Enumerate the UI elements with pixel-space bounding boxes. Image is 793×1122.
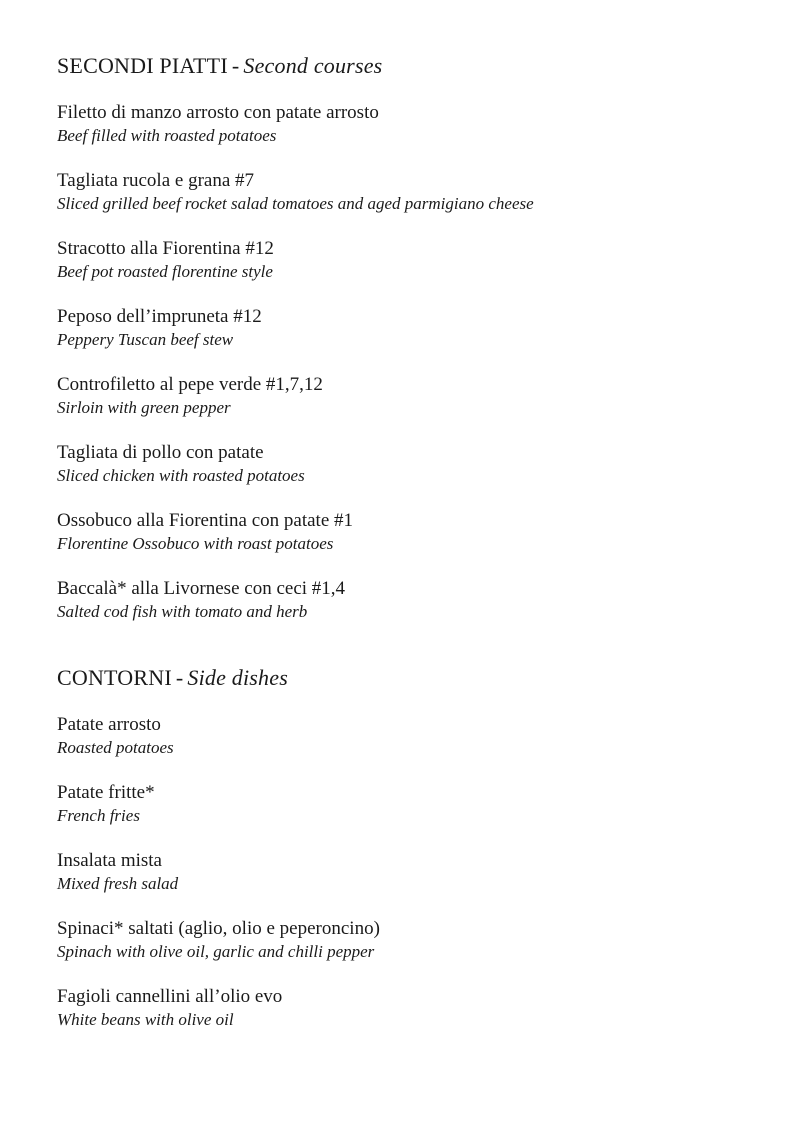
menu-item <box>57 985 282 1031</box>
dish-name-italian: Spinaci* saltati (aglio, olio e peperoncino) <box>57 918 380 939</box>
menu-item <box>57 849 178 895</box>
menu-item <box>57 509 353 555</box>
menu-item <box>57 373 323 419</box>
section-title-italian: SECONDI PIATTI <box>57 53 228 78</box>
section-title-separator: - <box>175 665 184 690</box>
section-title-secondi <box>57 53 382 79</box>
dish-name-italian: Tagliata di pollo con patate <box>57 442 264 463</box>
dish-name-english: French fries <box>57 806 140 825</box>
dish-name-italian: Peposo dell’impruneta #12 <box>57 306 262 327</box>
dish-name-english: Spinach with olive oil, garlic and chilli pepper <box>57 942 375 961</box>
menu-item <box>57 917 380 963</box>
dish-name-italian: Controfiletto al pepe verde #1,7,12 <box>57 374 323 395</box>
dish-name-english: Salted cod fish with tomato and herb <box>57 602 308 621</box>
dish-name-italian: Patate arrosto <box>57 714 161 735</box>
section-title-english: Second courses <box>243 53 383 78</box>
dish-name-italian: Insalata mista <box>57 850 162 871</box>
section-title-contorni <box>57 665 288 691</box>
menu-item <box>57 237 274 283</box>
menu-item <box>57 713 174 759</box>
dish-name-english: Beef pot roasted florentine style <box>57 262 273 281</box>
dish-name-english: White beans with olive oil <box>57 1010 234 1029</box>
section-title-english: Side dishes <box>187 665 288 690</box>
dish-name-english: Peppery Tuscan beef stew <box>57 330 234 349</box>
section-title-italian: CONTORNI <box>57 665 172 690</box>
dish-name-italian: Baccalà* alla Livornese con ceci #1,4 <box>57 578 346 599</box>
dish-name-italian: Filetto di manzo arrosto con patate arrosto <box>57 102 379 123</box>
dish-name-italian: Ossobuco alla Fiorentina con patate #1 <box>57 510 354 531</box>
dish-name-english: Sliced chicken with roasted potatoes <box>57 466 305 485</box>
dish-name-italian: Fagioli cannellini all’olio evo <box>57 986 283 1007</box>
menu-item <box>57 577 345 623</box>
section-title-separator: - <box>231 53 240 78</box>
menu-item <box>57 781 155 827</box>
dish-name-english: Sliced grilled beef rocket salad tomatoes and aged parmigiano cheese <box>57 194 534 213</box>
dish-name-english: Beef filled with roasted potatoes <box>57 126 277 145</box>
menu-item <box>57 101 379 147</box>
dish-name-italian: Patate fritte* <box>57 782 155 803</box>
dish-name-english: Mixed fresh salad <box>57 874 179 893</box>
dish-name-english: Florentine Ossobuco with roast potatoes <box>57 534 334 553</box>
menu-item <box>57 305 262 351</box>
dish-name-english: Roasted potatoes <box>57 738 174 757</box>
menu-item <box>57 441 305 487</box>
dish-name-italian: Stracotto alla Fiorentina #12 <box>57 238 274 259</box>
menu-item <box>57 169 534 215</box>
dish-name-italian: Tagliata rucola e grana #7 <box>57 170 255 191</box>
dish-name-english: Sirloin with green pepper <box>57 398 231 417</box>
